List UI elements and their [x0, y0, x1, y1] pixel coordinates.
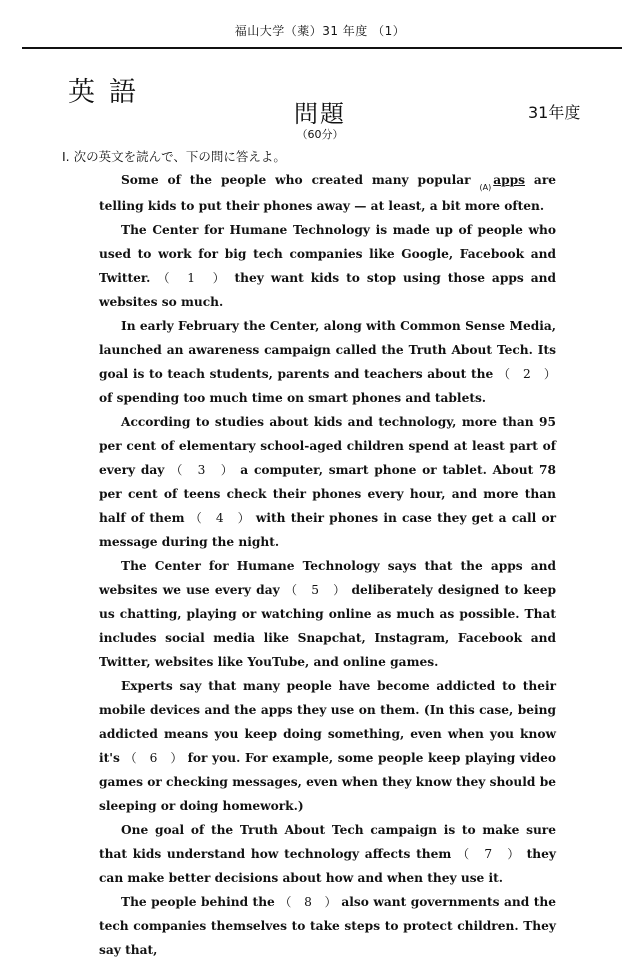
text-span: Some of the people who created many popular: [121, 173, 480, 187]
text-span: a computer, smart phone or tablet. About 78 per cent of teens check their phones every hour, and more than half of them: [99, 463, 556, 525]
blank-1: （ 1 ）: [157, 271, 228, 285]
blank-4: （ 4 ）: [189, 511, 251, 525]
reading-passage: [99, 168, 556, 962]
blank-3: （ 3 ）: [170, 463, 235, 477]
text-span: One goal of the Truth About Tech campaign is to make sure that kids understand how technology affects them: [99, 823, 556, 861]
paragraph-4: [99, 410, 556, 554]
text-span: with their phones in case they get a call or message during the night.: [99, 511, 556, 549]
blank-7: （ 7 ）: [456, 847, 521, 861]
paragraph-6: [99, 674, 556, 818]
header-divider: [22, 47, 622, 49]
blank-2: （ 2 ）: [497, 367, 557, 381]
text-span: deliberately designed to keep us chatting, playing or watching online as much as possible. That includes social media like Snapchat, Instagram, Facebook and Twitter, websites like YouTube, and online games.: [99, 583, 556, 669]
text-span: are telling kids to put their phones away — at least, a bit more often.: [99, 173, 556, 213]
time-limit: （60分）: [296, 128, 344, 141]
text-span: According to studies about kids and technology, more than 95 per cent of elementary school-aged children spend at least part of every day: [99, 415, 556, 477]
text-span: The Center for Humane Technology is made up of people who used to work for big tech companies like Google, Facebook and Twitter.: [99, 223, 556, 285]
text-span: also want governments and the tech companies themselves to take steps to protect children. They say that,: [99, 895, 556, 957]
text-span: Experts say that many people have become addicted to their mobile devices and the apps they use on them. (In this case, being addicted means you keep doing something, even when you know it's: [99, 679, 556, 765]
underline-ref-marker: (A): [479, 183, 492, 192]
text-span: of spending too much time on smart phones and tablets.: [99, 391, 487, 405]
subject-title: 英語: [68, 77, 150, 108]
blank-5: （ 5 ）: [284, 583, 347, 597]
blank-8: （ 8 ）: [279, 895, 337, 909]
paragraph-2: [99, 218, 556, 314]
paragraph-5: [99, 554, 556, 674]
text-span: The Center for Humane Technology says that the apps and websites we use every day: [99, 559, 556, 597]
underlined-word: apps: [493, 173, 525, 187]
page-header: 福山大学（薬）31 年度 （1）: [234, 24, 406, 38]
text-span: they want kids to stop using those apps and websites so much.: [99, 271, 556, 309]
paragraph-7: [99, 818, 556, 890]
exam-title: 問題: [294, 100, 346, 128]
blank-6: （ 6 ）: [124, 751, 183, 765]
question-instruction: Ⅰ. 次の英文を読んで、下の問に答えよ。: [62, 149, 286, 164]
text-span: In early February the Center, along with Common Sense Media, launched an awareness campaign called the Truth About Tech. Its goal is to teach students, parents and teachers about the: [99, 319, 556, 381]
text-span: for you. For example, some people keep playing video games or checking messages, even when they know they should be sleeping or doing homework.): [99, 751, 556, 813]
text-span: The people behind the: [121, 895, 280, 909]
exam-year: 31年度: [528, 103, 581, 122]
paragraph-3: [99, 314, 556, 410]
paragraph-1: [99, 168, 556, 218]
paragraph-8: [99, 890, 556, 962]
text-span: they can make better decisions about how and when they use it.: [99, 847, 556, 885]
